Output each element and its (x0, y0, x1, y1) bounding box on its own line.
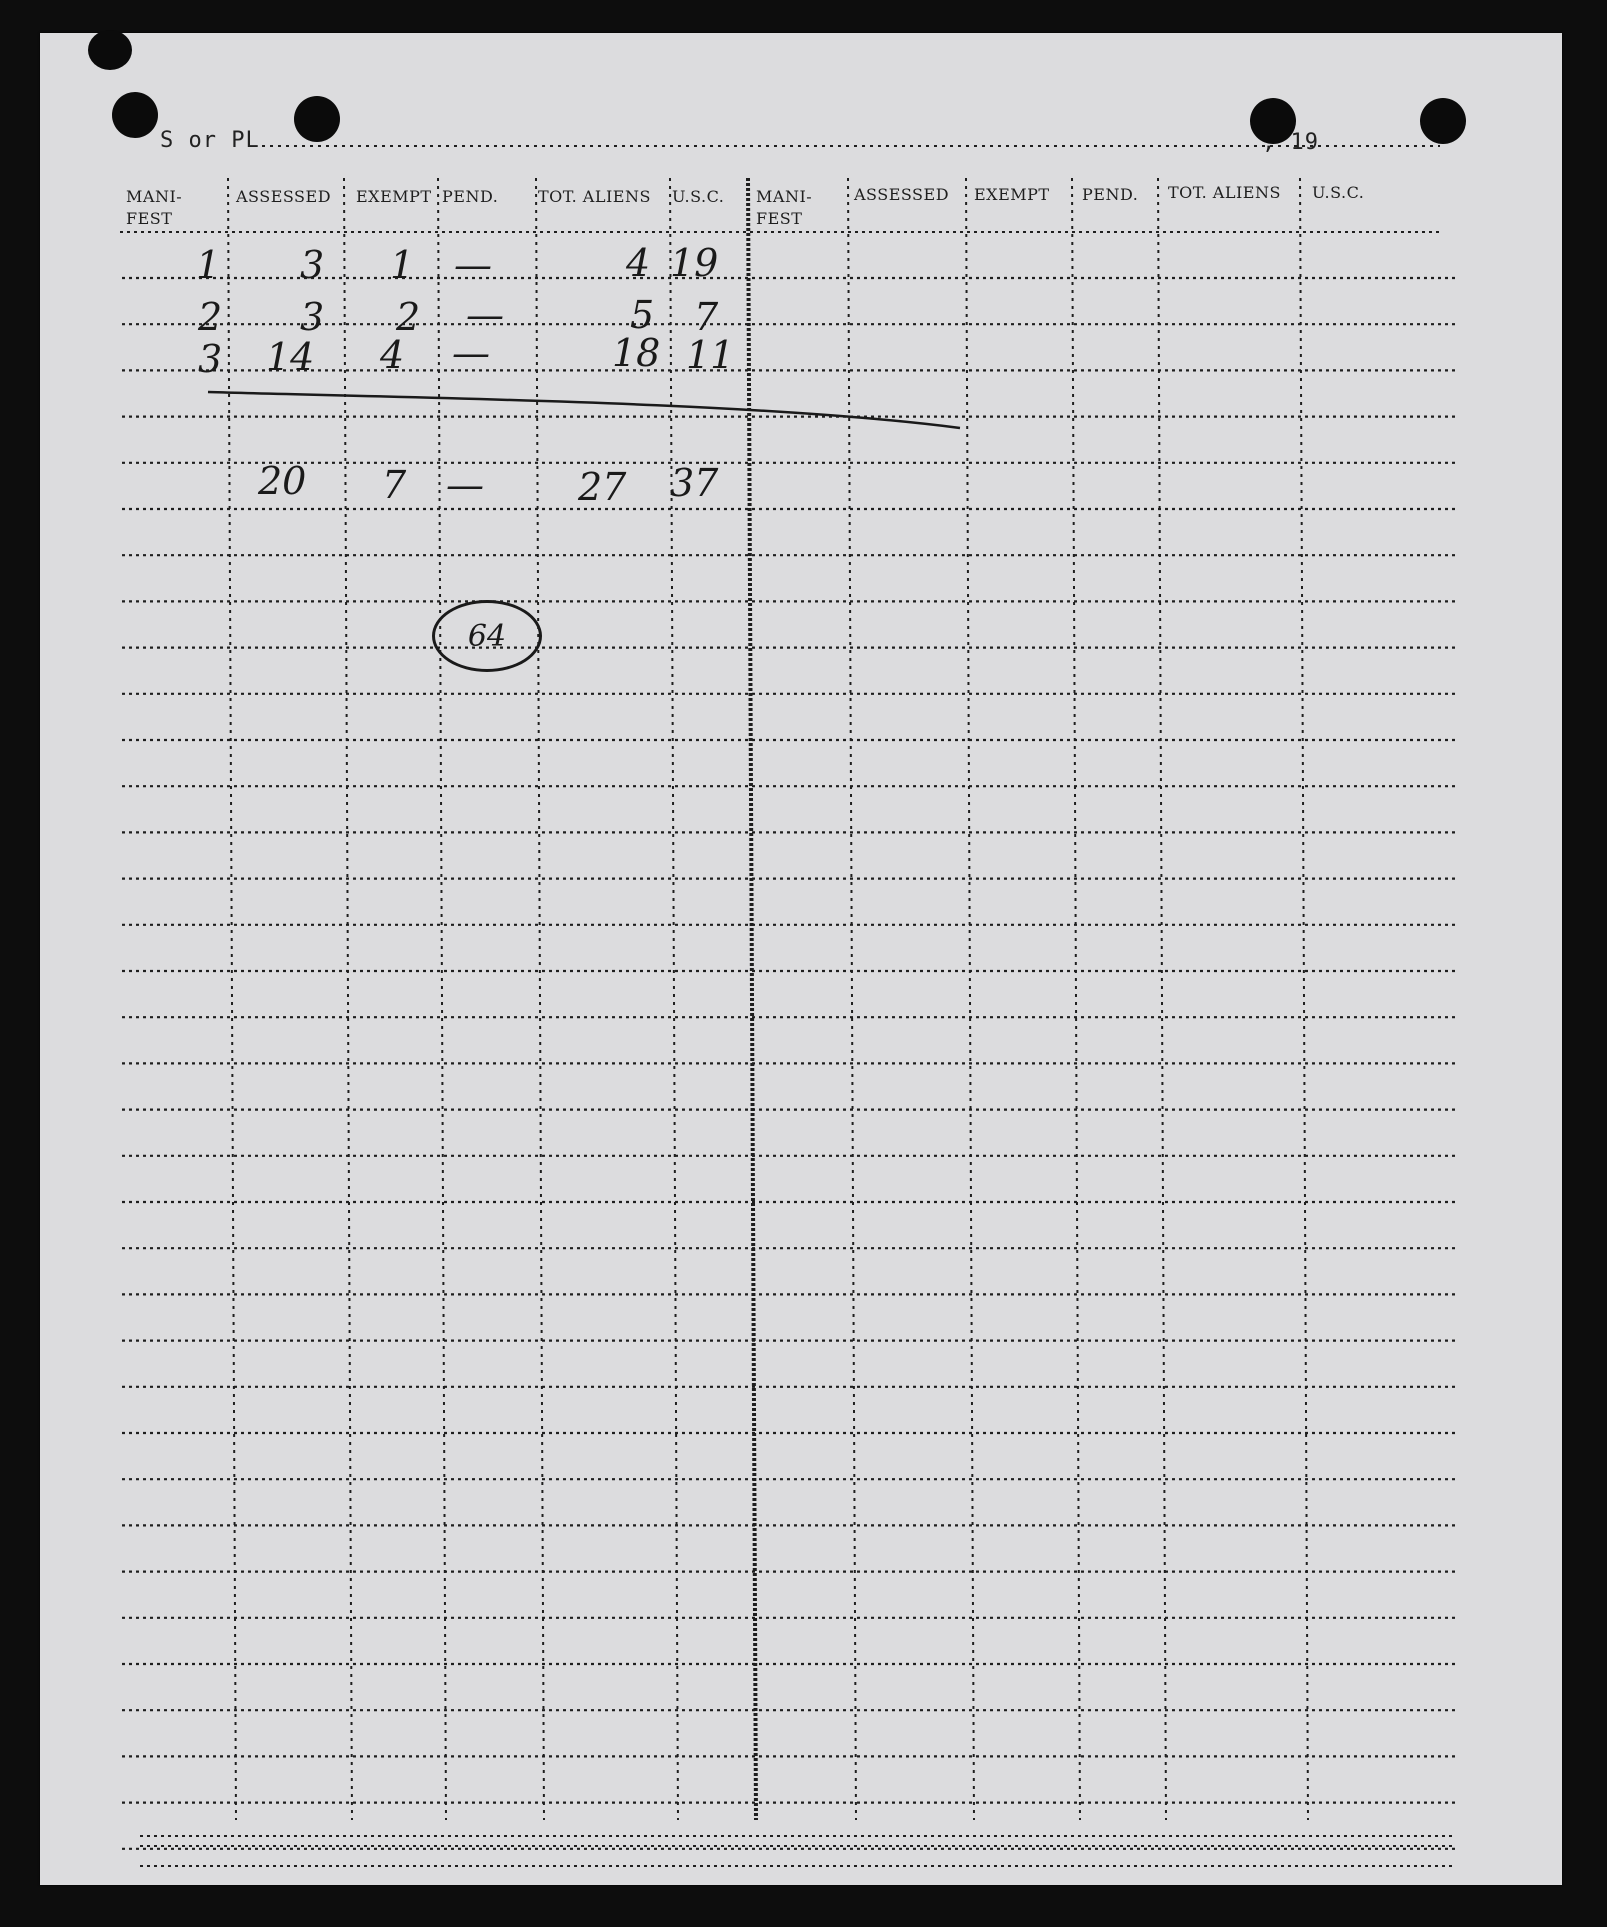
column-rule (966, 178, 974, 1820)
year-label: , 19 (1262, 130, 1319, 155)
row-2-usc: 7 (694, 295, 719, 339)
total-tot-aliens: 27 (578, 465, 627, 509)
row-1-assessed: 3 (300, 243, 325, 287)
row-1-usc: 19 (670, 241, 719, 285)
header-exempt: EXEMPT (356, 187, 432, 206)
total-pend: — (446, 463, 484, 507)
header-usc: U.S.C. (672, 187, 725, 206)
row-1-manifest: 1 (196, 243, 221, 287)
row-3-exempt: 4 (380, 333, 405, 377)
header-tot-aliens: TOT. ALIENS (538, 187, 651, 206)
header-pend: PEND. (442, 187, 499, 206)
row-1-exempt: 1 (390, 243, 415, 287)
column-rule (748, 178, 756, 1820)
row-2-pend: — (466, 293, 504, 337)
header-assessed-right: ASSESSED (854, 185, 950, 204)
row-3-manifest: 3 (198, 337, 223, 381)
header-exempt-right: EXEMPT (974, 185, 1050, 204)
row-3-tot-aliens: 18 (612, 331, 661, 375)
column-rule (670, 178, 678, 1820)
port-label: S or PL (160, 128, 260, 153)
header-usc-right: U.S.C. (1312, 183, 1365, 202)
column-rule (848, 178, 856, 1820)
grand-total-circled: 64 (432, 600, 542, 672)
column-rule (1158, 178, 1166, 1820)
column-rule (344, 178, 352, 1820)
column-rule (1072, 178, 1080, 1820)
column-rule (228, 178, 236, 1820)
column-rule (536, 178, 544, 1820)
row-1-tot-aliens: 4 (626, 241, 651, 285)
sum-underline (208, 392, 960, 428)
row-3-pend: — (452, 331, 490, 375)
total-exempt: 7 (382, 463, 407, 507)
header-tot-aliens-right: TOT. ALIENS (1168, 183, 1281, 202)
row-2-exempt: 2 (396, 295, 421, 339)
column-rule (1300, 178, 1308, 1820)
row-3-assessed: 14 (266, 335, 315, 379)
row-1-pend: — (454, 243, 492, 287)
column-rule (438, 178, 446, 1820)
row-3-usc: 11 (686, 333, 735, 377)
header-pend-right: PEND. (1082, 185, 1139, 204)
header-manifest-right: MANI- FEST (756, 187, 813, 228)
row-2-assessed: 3 (300, 295, 325, 339)
row-2-tot-aliens: 5 (630, 293, 655, 337)
header-assessed: ASSESSED (236, 187, 332, 206)
header-manifest: MANI- FEST (126, 187, 183, 228)
total-usc: 37 (670, 461, 719, 505)
row-2-manifest: 2 (198, 295, 223, 339)
total-assessed: 20 (258, 459, 307, 503)
